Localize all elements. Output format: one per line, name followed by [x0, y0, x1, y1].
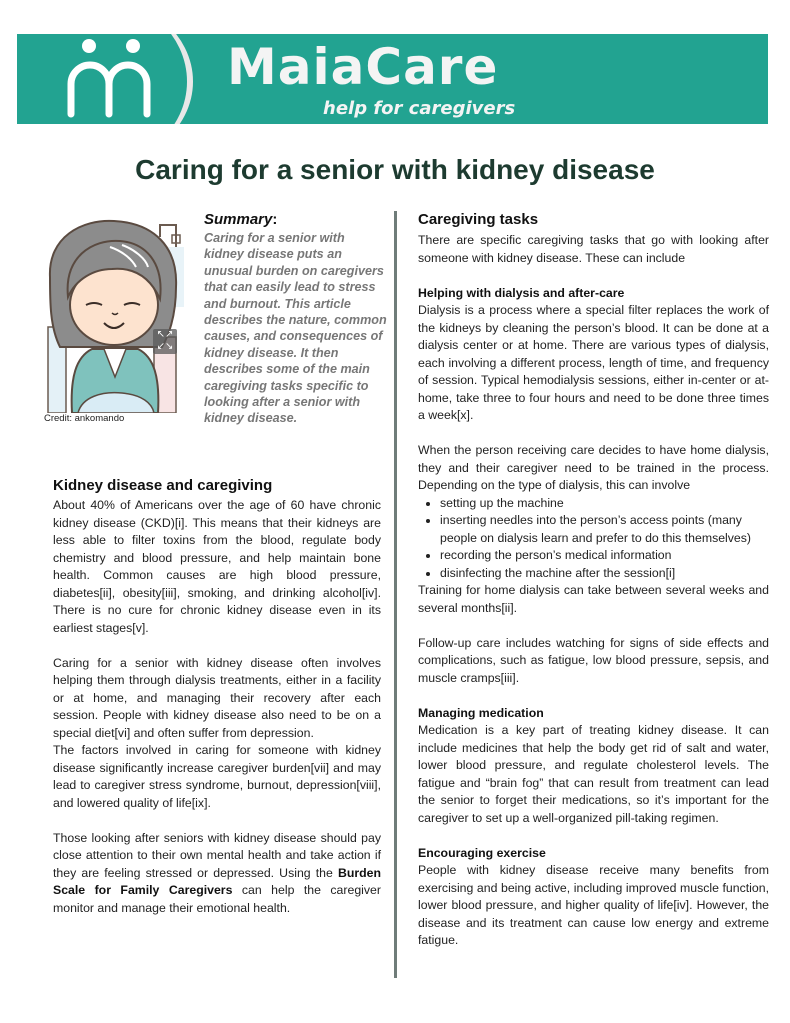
list-item: • setting up the machine	[440, 495, 769, 513]
list-item: • inserting needles into the person’s access points (many people on dialysis learn and prefer to do this themselves)	[440, 512, 769, 547]
senior-patient-illustration	[42, 217, 184, 413]
image-credit: Credit: ankomando	[44, 413, 125, 424]
left-column	[53, 475, 381, 917]
page-title: Caring for a senior with kidney disease	[135, 154, 655, 185]
maiacare-logo-icon	[57, 34, 177, 124]
right-column	[418, 209, 769, 950]
subheading-exercise: Encouraging exercise	[418, 845, 546, 860]
paragraph: When the person receiving care decides to have home dialysis, they and their caregiver need to be trained in the process. Depending on the type of dialysis, this can involve	[418, 443, 769, 492]
paragraph: People with kidney disease receive many benefits from exercising and being active, including improved muscle function, lower blood pressure, and higher quality of life[iv]. However, the disease and its treatment can cause low energy and extreme fatigue.	[418, 863, 769, 947]
column-divider	[394, 211, 397, 978]
paragraph: Caring for a senior with kidney disease often involves helping them through dialysis treatments, either in a facility or at home, and managing their recovery after each session. People with kidney disease also need to be on a special diet[vi] and often suffer from depression.	[53, 655, 381, 740]
paragraph: About 40% of Americans over the age of 60 have chronic kidney disease (CKD)[i]. This means that their kidneys are less able to filter toxins from the blood, regulate body chemistry and blood pressure, and help maintain bone health. Common causes are high blood pressure, diabetes[ii], obesity[iii], smoking, and drinking alcohol[iv]. There is no cure for chronic kidney disease even in its earliest stages[v].	[53, 498, 381, 635]
summary-box	[204, 210, 387, 427]
summary-label-text: Summary	[204, 211, 273, 228]
burden-scale-link[interactable]: Burden Scale for Family Caregivers	[53, 865, 381, 897]
brand-name: MaiaCare	[227, 38, 499, 96]
paragraph: The factors involved in caring for someone with kidney disease significantly increase caregiver burden[vii] and may lead to caregiver stress syndrome, burnout, depression[viii], and lowered quality of life[ix].	[53, 743, 381, 810]
summary-text: Caring for a senior with kidney disease puts an unusual burden on caregivers that can easily lead to stress and burnout. This article describes the nature, common causes, and consequences of kidney disease. It then describes some of the main caregiving tasks specific to looking after a senior with kidney disease.	[204, 231, 387, 426]
brand-banner	[17, 34, 768, 124]
paragraph-burden-scale	[53, 830, 381, 918]
dialysis-task-list	[418, 495, 769, 583]
paragraph: Medication is a key part of treating kidney disease. It can include medicines that help the body get rid of salt and water, lower blood pressure, and regulate cholesterol levels. The fatigue and “brain fog” that can result from treatment can lead the senior to forget their medications, so it’s important for the caregiver to set up a well-organized pill-taking regimen.	[418, 723, 769, 825]
paragraph: Follow-up care includes watching for signs of side effects and complications, such as fatigue, low blood pressure, sepsis, and muscle cramps[iii].	[418, 635, 769, 685]
brand-tagline: help for caregivers	[323, 98, 516, 119]
subheading-medication: Managing medication	[418, 705, 544, 720]
section-heading-caregiving-tasks: Caregiving tasks	[418, 211, 539, 228]
paragraph-text: can help the caregiver monitor and manage their emotional health.	[53, 883, 381, 915]
paragraph: There are specific caregiving tasks that go with looking after someone with kidney disease. These can include	[418, 233, 769, 265]
summary-label-colon: :	[272, 211, 278, 228]
paragraph: Training for home dialysis can take between several weeks and several months[ii].	[418, 583, 769, 615]
section-heading-kidney-disease: Kidney disease and caregiving	[53, 477, 273, 494]
list-item: • recording the person’s medical information	[440, 547, 769, 565]
subheading-dialysis: Helping with dialysis and after-care	[418, 285, 625, 300]
senior-illustration[interactable]	[42, 217, 184, 413]
paragraph-text: Those looking after seniors with kidney disease should pay close attention to their own mental health and take action if they are feeling stressed or depressed. Using the	[53, 830, 381, 880]
list-item: • disinfecting the machine after the session[i]	[440, 565, 769, 583]
expand-icon[interactable]: ↖↗ ↙↘	[153, 329, 177, 354]
paragraph: Dialysis is a process where a special filter replaces the work of the kidneys by cleaning the person’s blood. It can be done at a dialysis center or at home. There are various types of dialysis, each involving a different process, length of time, and frequency of session. Typical hemodialysis sessions, either in-center or at-home, take three to four hours and need to be done three times a week[x].	[418, 303, 769, 422]
summary-label	[204, 210, 387, 230]
